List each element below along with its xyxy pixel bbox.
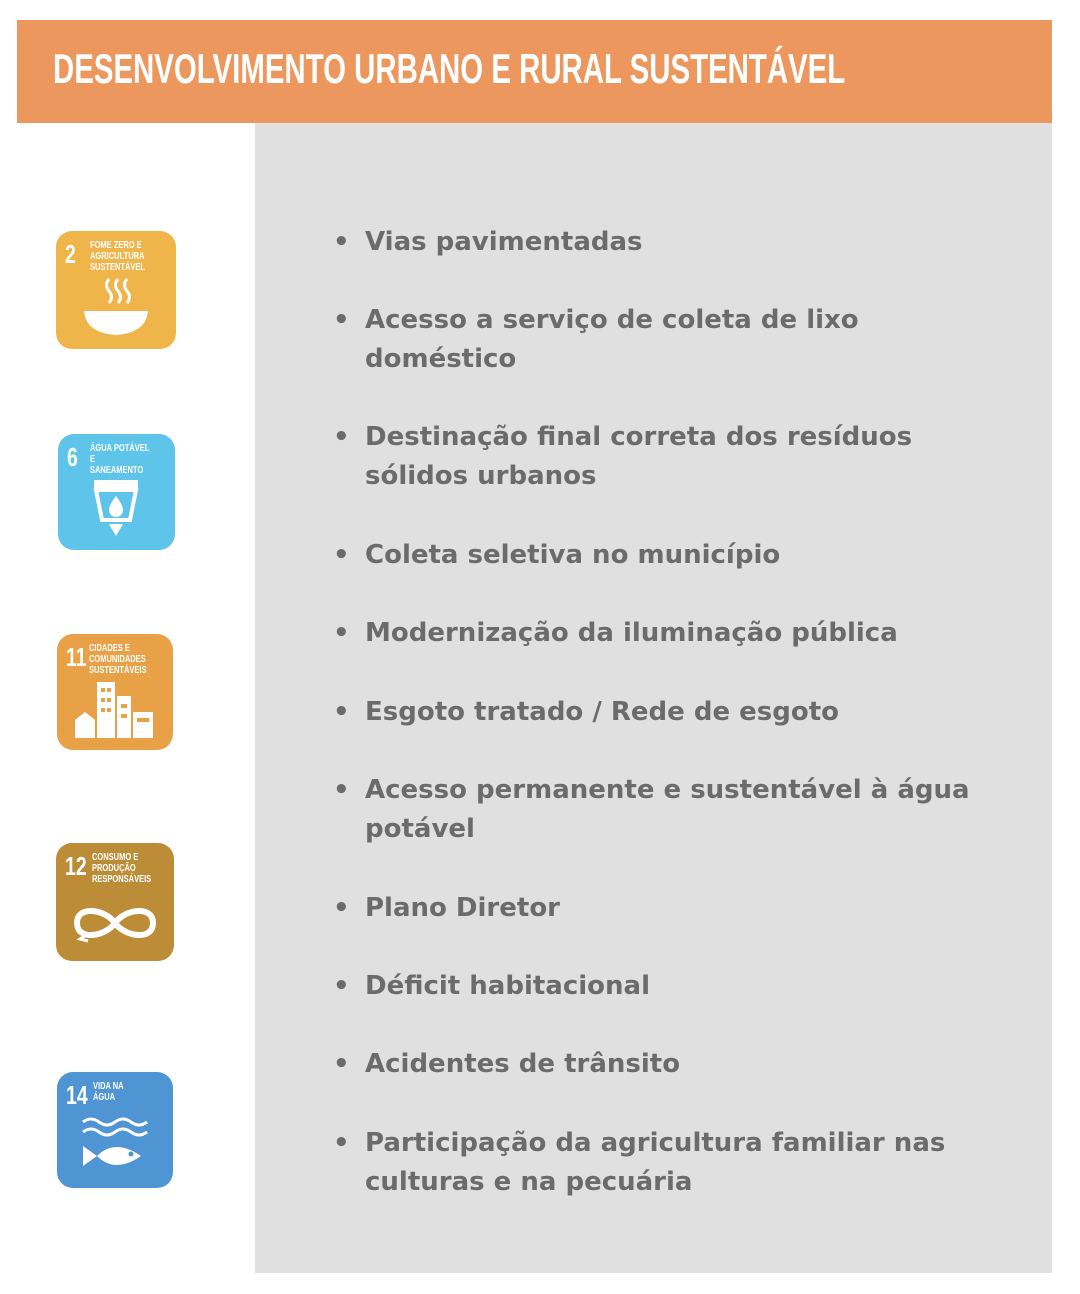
sdg-number: 11 <box>66 642 87 672</box>
list-item-text: Modernização da iluminação pública <box>365 618 898 648</box>
bullet: • <box>333 775 350 805</box>
sdg-14-icon <box>57 1072 173 1188</box>
list-item-text: Esgoto tratado / Rede de esgoto <box>365 697 840 727</box>
sdg-number: 12 <box>65 851 87 881</box>
header-banner <box>17 20 1052 123</box>
bullet: • <box>333 422 350 452</box>
bullet: • <box>333 540 350 570</box>
list-item-text: Vias pavimentadas <box>365 227 643 257</box>
bullet: • <box>333 618 350 648</box>
sdg-label: FOME ZERO E AGRICULTURA SUSTENTÁVEL <box>90 240 146 273</box>
bowl-icon <box>56 231 176 349</box>
list-item-text: Participação da agricultura familiar nas culturas e na pecuária <box>365 1128 946 1197</box>
water-cup-icon <box>58 434 175 550</box>
sdg-number: 6 <box>67 442 78 472</box>
bullet: • <box>333 1049 350 1079</box>
sdg-label: CIDADES E COMUNIDADES SUSTENTÁVEIS <box>89 643 147 676</box>
sdg-label: ÁGUA POTÁVEL E SANEAMENTO <box>90 443 150 476</box>
bullet: • <box>333 305 350 335</box>
list-item-text: Acesso a serviço de coleta de lixo doméstico <box>365 305 859 374</box>
list-item-text: Plano Diretor <box>365 893 560 923</box>
bullet: • <box>333 697 350 727</box>
sdg-number: 2 <box>65 239 76 269</box>
list-item-text: Destinação final correta dos resíduos sólidos urbanos <box>365 422 913 491</box>
page-title: DESENVOLVIMENTO URBANO E RURAL SUSTENTÁVEL <box>53 45 846 92</box>
bullet: • <box>333 893 350 923</box>
sdg-11-icon <box>57 634 173 750</box>
bullet: • <box>333 971 350 1001</box>
infinity-icon <box>56 843 174 961</box>
list-item-text: Déficit habitacional <box>365 971 650 1001</box>
list-item-text: Acesso permanente e sustentável à água potável <box>365 775 970 844</box>
fish-icon <box>57 1072 173 1188</box>
sdg-label: CONSUMO E PRODUÇÃO RESPONSÁVEIS <box>92 852 152 885</box>
sdg-number: 14 <box>66 1080 88 1110</box>
sdg-12-icon <box>56 843 174 961</box>
sdg-2-icon <box>56 231 176 349</box>
bullet: • <box>333 1128 350 1158</box>
list-item-text: Acidentes de trânsito <box>365 1049 681 1079</box>
sdg-label: VIDA NA ÁGUA <box>93 1081 124 1103</box>
sdg-6-icon <box>58 434 175 550</box>
list-item-text: Coleta seletiva no município <box>365 540 781 570</box>
buildings-icon <box>57 634 173 750</box>
bullet: • <box>333 227 350 257</box>
